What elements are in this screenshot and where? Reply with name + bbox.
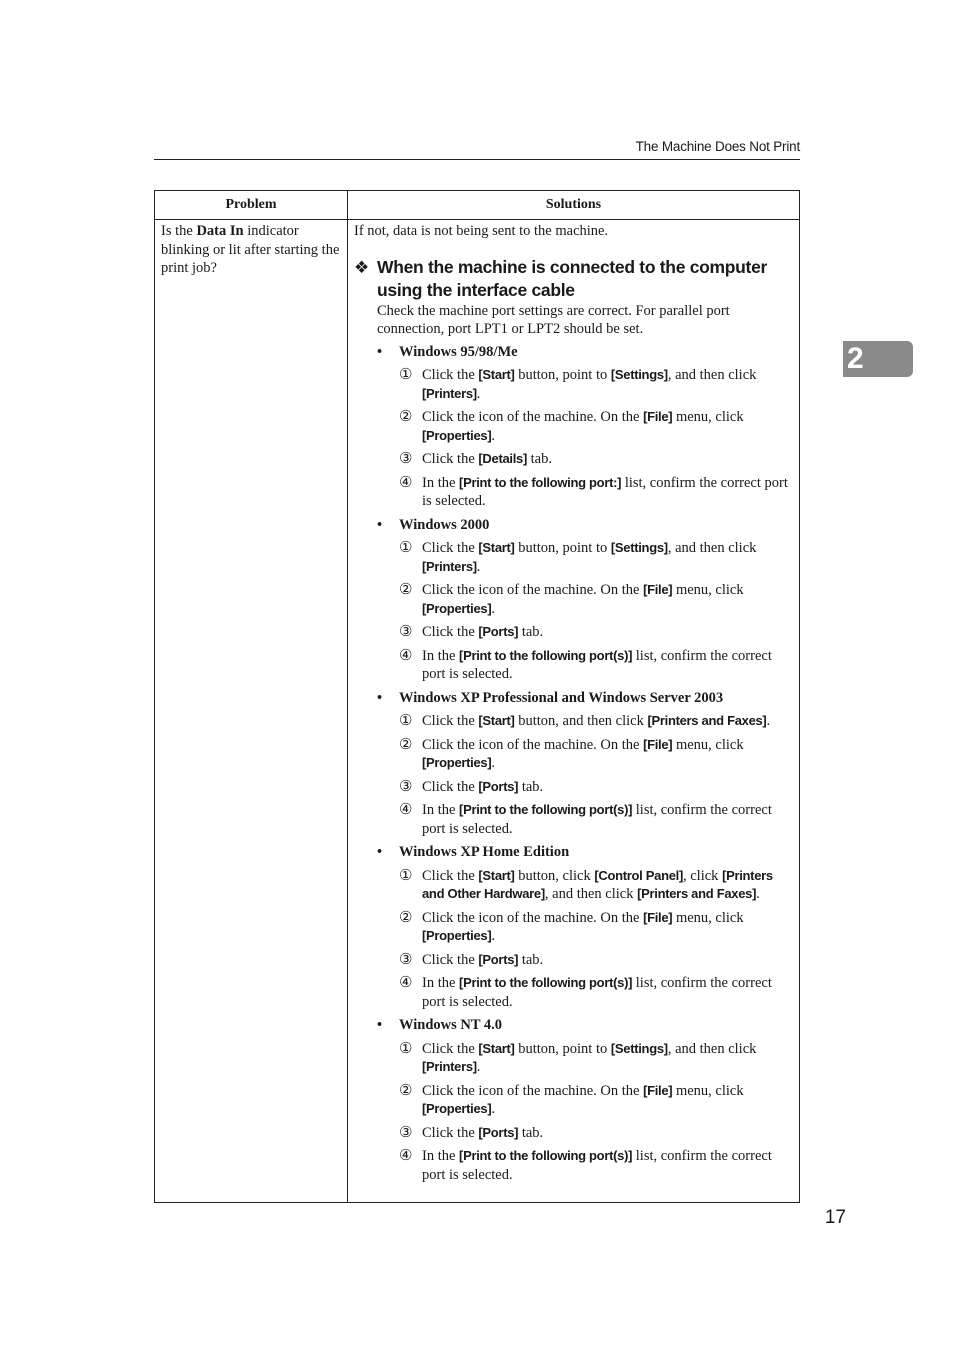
step-text: In the bbox=[422, 474, 460, 491]
step-text: In the bbox=[422, 802, 460, 818]
step-text: list, confirm the correct port is selected. bbox=[422, 1148, 772, 1183]
os-section-title bbox=[377, 689, 793, 708]
troubleshooting-table bbox=[154, 190, 800, 1203]
ui-label: [Print to the following port(s)] bbox=[459, 802, 633, 817]
step-text: list, confirm the correct port is selected. bbox=[422, 474, 788, 509]
solutions-column-header: Solutions bbox=[348, 191, 800, 220]
step-text: Click the icon of the machine. On the bbox=[422, 909, 644, 926]
os-section-title bbox=[377, 843, 793, 862]
diamond-bullet-icon: ❖ bbox=[354, 257, 369, 277]
step-text: Click the bbox=[422, 540, 479, 556]
step-text: Click the bbox=[422, 624, 479, 640]
step-number-icon: ④ bbox=[399, 474, 413, 491]
os-section-title bbox=[377, 343, 793, 362]
step-text: menu, click bbox=[672, 582, 744, 598]
step-text: button, point to bbox=[514, 367, 611, 383]
step-text: menu, click bbox=[672, 409, 744, 425]
list-item bbox=[377, 623, 793, 642]
table-header-row bbox=[155, 191, 800, 220]
step-text: tab. bbox=[518, 1124, 544, 1141]
table-row bbox=[155, 220, 800, 1203]
ui-label: [Start] bbox=[478, 1040, 515, 1056]
ui-label: [Printers] bbox=[422, 558, 477, 574]
step-text: button, click bbox=[514, 867, 595, 884]
step-text: . bbox=[476, 558, 481, 575]
step-text: Click the bbox=[422, 1040, 479, 1057]
list-item bbox=[377, 1124, 793, 1143]
ui-label: [Start] bbox=[478, 367, 515, 382]
os-section-title bbox=[377, 516, 793, 535]
ui-label: [Details] bbox=[478, 451, 527, 466]
step-number-icon: ① bbox=[399, 1040, 413, 1057]
step-text: list, confirm the correct port is selected. bbox=[422, 802, 772, 837]
step-number-icon: ② bbox=[399, 409, 413, 425]
step-text: , and then click bbox=[544, 886, 638, 902]
step-text: Click the icon of the machine. On the bbox=[422, 582, 644, 598]
ui-label: [Printers and Faxes] bbox=[647, 713, 767, 728]
ui-label: [Print to the following port(s)] bbox=[459, 1148, 633, 1163]
list-item bbox=[377, 647, 793, 684]
ui-label: [File] bbox=[643, 909, 673, 925]
step-number-icon: ④ bbox=[399, 975, 413, 991]
problem-text-1: Is the bbox=[161, 223, 197, 239]
os-section-title-text: Windows 95/98/Me bbox=[399, 343, 518, 360]
list-item bbox=[377, 951, 793, 970]
step-text: Click the icon of the machine. On the bbox=[422, 1082, 644, 1099]
step-text: Click the bbox=[422, 951, 479, 968]
bullet-icon: • bbox=[377, 844, 383, 860]
step-text: , and then click bbox=[667, 1040, 757, 1057]
os-section-title-text: Windows XP Professional and Windows Server 2003 bbox=[399, 689, 724, 706]
problem-text-2: indicator blinking or lit after starting the print job? bbox=[161, 223, 340, 276]
step-text: tab. bbox=[518, 951, 544, 968]
step-text: Click the bbox=[422, 451, 479, 467]
bullet-icon: • bbox=[377, 1017, 383, 1033]
ui-label: [Properties] bbox=[422, 1101, 492, 1116]
solution-intro: If not, data is not being sent to the machine. bbox=[354, 223, 609, 239]
condition-heading bbox=[354, 256, 793, 302]
problem-cell bbox=[155, 220, 348, 1203]
ui-label: [Start] bbox=[478, 867, 515, 883]
running-header-title: The Machine Does Not Print bbox=[635, 139, 800, 154]
list-item bbox=[377, 366, 793, 403]
list-item bbox=[377, 801, 793, 838]
list-item bbox=[377, 581, 793, 618]
step-text: In the bbox=[422, 975, 460, 991]
step-text: . bbox=[491, 928, 495, 944]
ui-label: [Control Panel] bbox=[594, 867, 683, 883]
ui-label: [File] bbox=[643, 736, 673, 752]
list-item bbox=[377, 408, 793, 445]
step-text: button, point to bbox=[514, 1040, 611, 1057]
ui-label: [Start] bbox=[478, 713, 515, 728]
step-text: menu, click bbox=[672, 736, 744, 753]
step-text: . bbox=[766, 713, 771, 729]
step-number-icon: ① bbox=[399, 713, 413, 729]
step-text: button, and then click bbox=[514, 713, 648, 729]
ui-label: [File] bbox=[643, 582, 673, 597]
list-item bbox=[377, 474, 793, 511]
bullet-icon: • bbox=[377, 343, 383, 360]
ui-label: [File] bbox=[643, 409, 673, 424]
step-text: tab. bbox=[526, 451, 552, 467]
step-number-icon: ① bbox=[399, 540, 413, 556]
step-number-icon: ④ bbox=[399, 1148, 413, 1164]
step-text: button, point to bbox=[514, 540, 611, 556]
step-number-icon: ② bbox=[399, 582, 413, 598]
os-section-title-text: Windows 2000 bbox=[399, 516, 490, 533]
condition-heading-text: When the machine is connected to the computer using the interface cable bbox=[377, 256, 768, 300]
step-text: list, confirm the correct port is selected. bbox=[422, 975, 772, 1010]
os-section-title-text: Windows NT 4.0 bbox=[399, 1017, 503, 1033]
condition-text: Check the machine port settings are correct. For parallel port connection, port LPT1 or LPT2 should be set. bbox=[377, 302, 730, 337]
step-text: menu, click bbox=[672, 909, 744, 926]
step-text: Click the bbox=[422, 778, 479, 795]
step-text: . bbox=[491, 755, 495, 771]
ui-label: [Properties] bbox=[422, 600, 492, 616]
list-item bbox=[377, 909, 793, 946]
step-text: list, confirm the correct port is selected. bbox=[422, 647, 772, 682]
step-text: menu, click bbox=[672, 1082, 744, 1099]
ui-label: [Printers] bbox=[422, 385, 477, 401]
os-section-title-text: Windows XP Home Edition bbox=[399, 844, 570, 860]
step-number-icon: ③ bbox=[399, 1124, 413, 1141]
list-item bbox=[377, 450, 793, 469]
step-text: . bbox=[756, 886, 760, 902]
ui-label: [File] bbox=[643, 1082, 673, 1098]
step-text: Click the bbox=[422, 713, 479, 729]
problem-column-header: Problem bbox=[155, 191, 348, 220]
step-number-icon: ③ bbox=[399, 778, 413, 795]
step-text: Click the icon of the machine. On the bbox=[422, 409, 644, 425]
step-text: . bbox=[491, 1101, 495, 1117]
list-item bbox=[377, 539, 793, 576]
ui-label: [Ports] bbox=[478, 624, 519, 639]
ui-label: [Settings] bbox=[610, 540, 668, 555]
bullet-icon: • bbox=[377, 516, 383, 533]
list-item bbox=[377, 712, 793, 731]
step-text: Click the bbox=[422, 1124, 479, 1141]
ui-label: [Print to the following port(s)] bbox=[459, 647, 633, 663]
list-item bbox=[377, 974, 793, 1011]
step-number-icon: ② bbox=[399, 736, 413, 753]
ui-label: [Properties] bbox=[422, 427, 492, 443]
ui-label: [Ports] bbox=[478, 1124, 519, 1140]
list-item bbox=[377, 1040, 793, 1077]
step-number-icon: ① bbox=[399, 867, 413, 884]
os-section-title bbox=[377, 1016, 793, 1035]
step-text: tab. bbox=[518, 778, 544, 795]
step-text: , and then click bbox=[667, 367, 757, 383]
step-number-icon: ② bbox=[399, 909, 413, 926]
step-text: Click the bbox=[422, 867, 479, 884]
ui-label: [Properties] bbox=[422, 755, 492, 770]
ui-label: [Print to the following port(s)] bbox=[459, 975, 633, 990]
step-text: tab. bbox=[518, 624, 544, 640]
step-text: In the bbox=[422, 1148, 460, 1164]
ui-label: [Printers and Other Hardware] bbox=[422, 867, 773, 901]
problem-indicator-name: Data In bbox=[196, 223, 244, 239]
chapter-tab: 2 bbox=[843, 341, 913, 377]
page-number: 17 bbox=[824, 1207, 846, 1228]
step-text: Click the icon of the machine. On the bbox=[422, 736, 644, 753]
ui-label: [Settings] bbox=[610, 367, 668, 382]
ui-label: [Printers] bbox=[422, 1059, 477, 1074]
step-text: . bbox=[491, 427, 495, 444]
ui-label: [Ports] bbox=[478, 951, 519, 967]
step-text: In the bbox=[422, 647, 460, 664]
ui-label: [Print to the following port:] bbox=[459, 474, 622, 490]
step-number-icon: ① bbox=[399, 367, 413, 383]
ui-label: [Settings] bbox=[610, 1040, 668, 1056]
os-sections bbox=[377, 343, 793, 1185]
step-text: . bbox=[476, 1059, 481, 1075]
solution-cell bbox=[348, 220, 800, 1203]
step-number-icon: ③ bbox=[399, 451, 413, 467]
step-text: Click the bbox=[422, 367, 479, 383]
ui-label: [Printers and Faxes] bbox=[637, 886, 757, 901]
step-number-icon: ④ bbox=[399, 802, 413, 818]
list-item bbox=[377, 867, 793, 904]
step-text: , click bbox=[683, 867, 723, 884]
step-number-icon: ② bbox=[399, 1082, 413, 1099]
header-rule bbox=[154, 159, 800, 160]
step-text: . bbox=[476, 385, 481, 402]
list-item bbox=[377, 1082, 793, 1119]
ui-label: [Start] bbox=[478, 540, 515, 555]
step-number-icon: ④ bbox=[399, 647, 413, 664]
list-item bbox=[377, 736, 793, 773]
step-number-icon: ③ bbox=[399, 951, 413, 968]
bullet-icon: • bbox=[377, 689, 383, 706]
list-item bbox=[377, 778, 793, 797]
step-text: , and then click bbox=[667, 540, 757, 556]
step-text: . bbox=[491, 600, 495, 617]
list-item bbox=[377, 1147, 793, 1184]
ui-label: [Properties] bbox=[422, 928, 492, 943]
ui-label: [Ports] bbox=[478, 778, 519, 794]
step-number-icon: ③ bbox=[399, 624, 413, 640]
